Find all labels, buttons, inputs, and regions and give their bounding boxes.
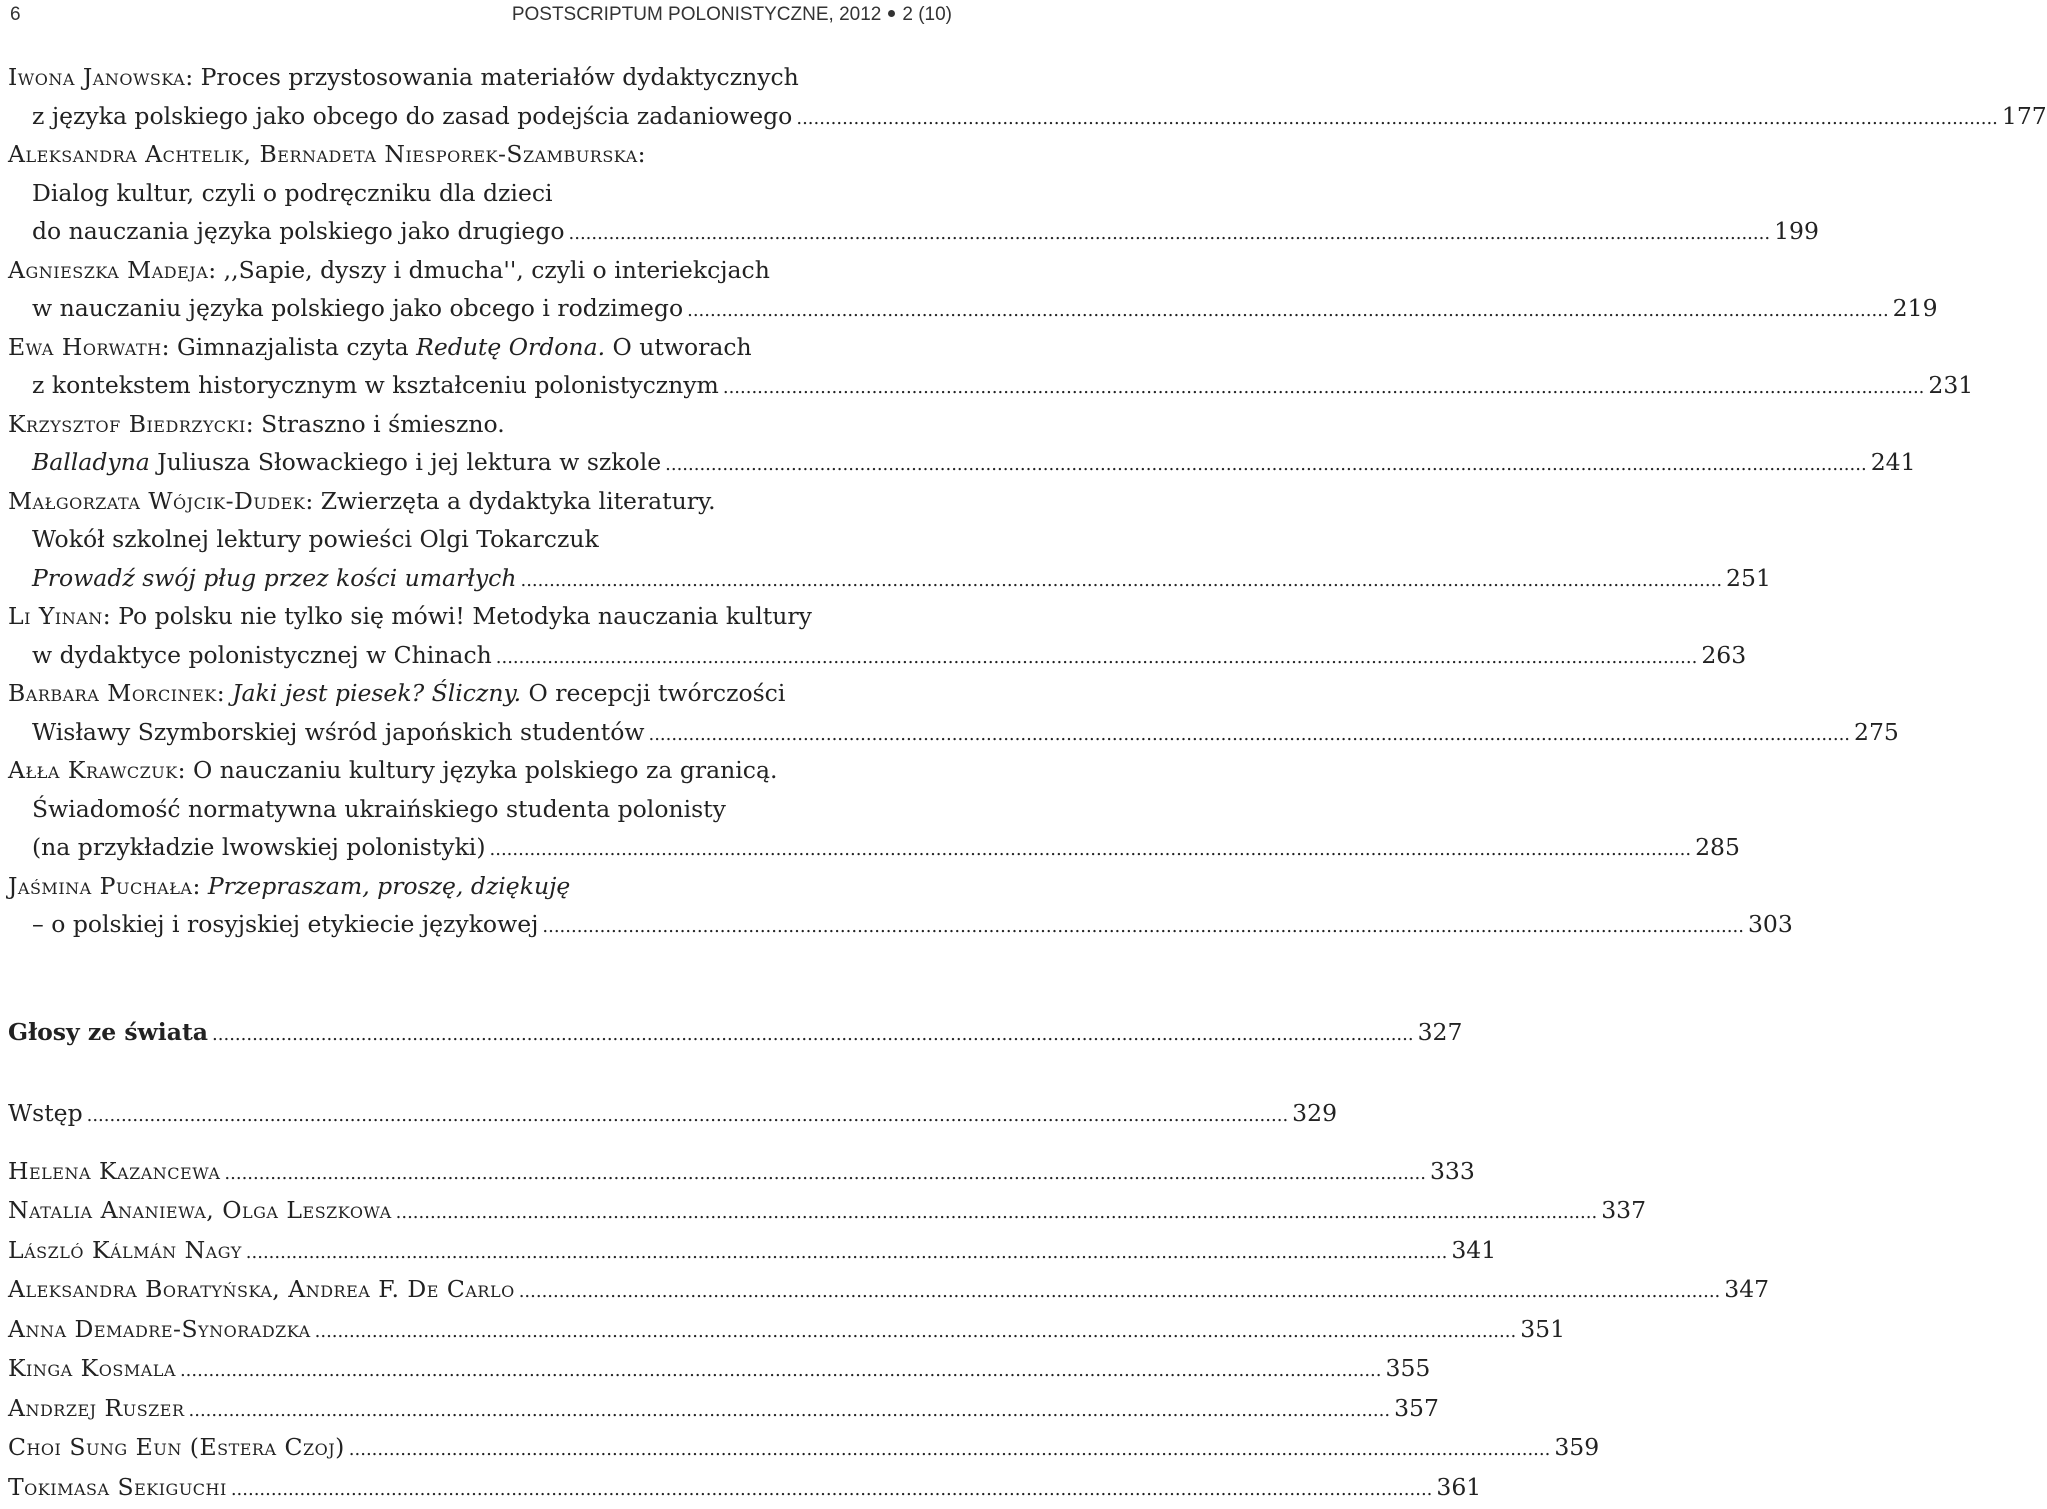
item-name: Tokimasa Sekiguchi [8,1468,227,1508]
item-page: 355 [1386,1349,1431,1389]
leader-dots [246,1233,1448,1273]
entry-title: Juliusza Słowackiego i jej lektura w szkole [150,448,661,476]
leader-dots [189,1391,1391,1431]
list-item[interactable] [8,1428,950,1468]
leader-dots [569,215,1771,254]
leader-dots [212,1015,1414,1055]
item-name: Kinga Kosmala [8,1349,176,1389]
entry-page: 241 [1871,443,1916,482]
entry-page: 285 [1695,828,1740,867]
list-item[interactable] [8,1389,950,1429]
entry-author: Aleksandra Achtelik, Bernadeta Niesporek-Szamburska [8,140,638,168]
entry-author: Li Yinan [8,602,103,630]
toc-entry[interactable]: Ałła Krawczuk: O nauczaniu kultury języka polskiego za granicą. Świadomość normatywna ukraińskiego studenta polonisty (na przykładzie lwowskiej polonistyki) ..... 285 [8,751,950,867]
item-page: 333 [1430,1152,1475,1192]
entry-title: Zwierzęta a dydaktyka literatury. [321,487,716,515]
item-page: 361 [1436,1468,1481,1508]
entry-title: Wokół szkolnej lektury powieści Olgi Tokarczuk [32,525,599,553]
entry-author: Małgorzata Wójcik-Dudek [8,487,305,515]
entry-title: z języka polskiego jako obcego do zasad podejścia zadaniowego [32,97,792,136]
entry-title: z kontekstem historycznym w kształceniu polonistycznym [32,366,719,405]
item-page: 347 [1724,1270,1769,1310]
section-page: 327 [1418,1012,1463,1052]
item-name: Natalia Ananiewa, Olga Leszkowa [8,1191,392,1231]
entry-page: 263 [1701,636,1746,675]
entry-author: Agnieszka Madeja [8,256,208,284]
entry-page: 303 [1748,905,1793,944]
entry-title-italic: Redutę Ordona. [416,333,605,361]
list-item[interactable] [8,1191,950,1231]
entry-author: Jaśmina Puchała [8,872,192,900]
entry-page: 251 [1726,559,1771,598]
entry-title-italic: Przepraszam, proszę, dziękuję [208,872,570,900]
toc-entry[interactable]: Ewa Horwath: Gimnazjalista czyta Redutę Ordona. O utworach z kontekstem historycznym w kształceniu polonistycznym ..... 231 [8,328,950,405]
entry-title-italic: Jaki jest piesek? Śliczny. [232,679,521,707]
entry-page: 219 [1893,289,1938,328]
item-page: 341 [1451,1231,1496,1271]
item-name: László Kálmán Nagy [8,1231,242,1271]
item-name: Helena Kazancewa [8,1152,220,1192]
list-item[interactable] [8,1310,950,1350]
leader-dots [665,446,1867,485]
toc-entry[interactable]: Małgorzata Wójcik-Dudek: Zwierzęta a dydaktyka literatury. Wokół szkolnej lektury powieści Olgi Tokarczuk Prowadź swój pług przez kości umarłych ..... 251 [8,482,950,598]
running-title [512,4,952,26]
entry-page: 177 [2002,97,2047,136]
list-item[interactable] [8,1152,950,1192]
leader-dots [520,562,1722,601]
item-page: 329 [1292,1094,1337,1134]
leader-dots [315,1312,1517,1352]
entry-title: Dialog kultur, czyli o podręczniku dla dzieci [32,179,553,207]
entry-author: Barbara Morcinek [8,679,217,707]
document-page [0,0,960,1482]
toc-entry[interactable]: Li Yinan: Po polsku nie tylko się mówi! Metodyka nauczania kultury w dydaktyce polonistycznej w Chinach ..... 263 [8,597,950,674]
leader-dots [180,1351,1382,1391]
leader-dots [519,1272,1721,1312]
leader-dots [490,831,1692,870]
entry-title-italic: Balladyna [32,448,150,476]
entry-title: – o polskiej i rosyjskiej etykiecie językowej [32,905,538,944]
entry-title-italic: Prowadź swój pług przez kości umarłych [32,559,516,598]
entry-page: 199 [1774,212,1819,251]
entry-title: O recepcji twórczości [521,679,785,707]
leader-dots [648,716,1850,755]
bullet-icon [888,10,895,17]
toc-entry[interactable]: Agnieszka Madeja: ,,Sapie, dyszy i dmucha'', czyli o interiekcjach w nauczaniu języka polskiego jako obcego i rodzimego ..... 219 [8,251,950,328]
issue-number: 2 (10) [902,4,952,25]
section-heading[interactable] [8,1012,950,1052]
entry-page: 275 [1854,713,1899,752]
page-number: 6 [10,4,21,26]
table-of-contents [8,58,950,944]
journal-title: POSTSCRIPTUM POLONISTYCZNE, 2012 [512,4,882,25]
item-name: Aleksandra Boratyńska, Andrea F. De Carlo [8,1270,515,1310]
item-name: Anna Demadre-Synoradzka [8,1310,311,1350]
entry-title: Proces przystosowania materiałów dydaktycznych [201,63,799,91]
entry-title: (na przykładzie lwowskiej polonistyki) [32,828,486,867]
item-name: Andrzej Ruszer [8,1389,185,1429]
leader-dots [542,908,1744,947]
entry-page: 231 [1928,366,1973,405]
voices-list [8,1094,950,1507]
list-item[interactable] [8,1094,950,1134]
toc-entry[interactable]: Barbara Morcinek: Jaki jest piesek? Śliczny. O recepcji twórczości Wisławy Szymborskiej wśród japońskich studentów ..... 275 [8,674,950,751]
leader-dots [224,1154,1426,1194]
list-item[interactable] [8,1468,950,1508]
leader-dots [723,369,1925,408]
entry-title: O utworach [605,333,752,361]
entry-title: Po polsku nie tylko się mówi! Metodyka nauczania kultury [118,602,812,630]
leader-dots [496,639,1698,678]
toc-entry[interactable]: Jaśmina Puchała: Przepraszam, proszę, dziękuję – o polskiej i rosyjskiej etykiecie językowej ..... 303 [8,867,950,944]
leader-dots [231,1470,1433,1509]
item-name: Wstęp [8,1094,83,1134]
item-name: Choi Sung Eun (Estera Czoj) [8,1428,345,1468]
page-header [10,2,952,32]
item-page: 357 [1394,1389,1439,1429]
toc-entry[interactable]: Aleksandra Achtelik, Bernadeta Niesporek-Szamburska: Dialog kultur, czyli o podręczniku dla dzieci do nauczania języka polskiego jako drugiego ..... 199 [8,135,950,251]
entry-title: O nauczaniu kultury języka polskiego za granicą. [193,756,777,784]
entry-title: ,,Sapie, dyszy i dmucha'', czyli o interiekcjach [224,256,770,284]
section-title: Głosy ze świata [8,1012,208,1052]
entry-title: w nauczaniu języka polskiego jako obcego i rodzimego [32,289,683,328]
list-item[interactable] [8,1231,950,1271]
list-item[interactable] [8,1270,950,1310]
list-item[interactable] [8,1349,950,1389]
entry-title: Świadomość normatywna ukraińskiego studenta polonisty [32,795,726,823]
entry-author: Ałła Krawczuk [8,756,178,784]
entry-author: Krzysztof Biedrzycki [8,410,246,438]
entry-title: Straszno i śmieszno. [261,410,505,438]
entry-author: Iwona Janowska [8,63,185,91]
entry-author: Ewa Horwath [8,333,162,361]
toc-entry[interactable]: Krzysztof Biedrzycki: Straszno i śmieszno. Balladyna Juliusza Słowackiego i jej lektura w szkole ..... 241 [8,405,950,482]
item-page: 351 [1520,1310,1565,1350]
item-page: 337 [1601,1191,1646,1231]
entry-title: Gimnazjalista czyta [177,333,416,361]
leader-dots [396,1193,1598,1233]
leader-dots [87,1096,1289,1136]
item-page: 359 [1554,1428,1599,1468]
leader-dots [687,292,1889,331]
leader-dots [349,1430,1551,1470]
entry-title: do nauczania języka polskiego jako drugiego [32,212,565,251]
leader-dots [796,100,1998,139]
entry-title: w dydaktyce polonistycznej w Chinach [32,636,492,675]
entry-title: Wisławy Szymborskiej wśród japońskich studentów [32,713,644,752]
toc-entry[interactable]: Iwona Janowska: Proces przystosowania materiałów dydaktycznych z języka polskiego jako obcego do zasad podejścia zadaniowego ..... 177 [8,58,950,135]
